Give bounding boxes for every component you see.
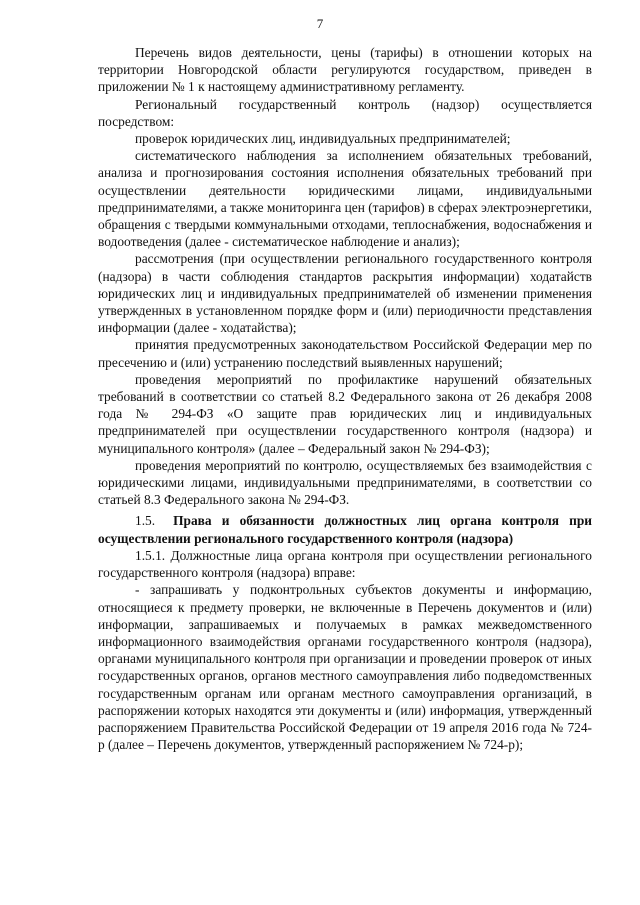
document-body xyxy=(98,44,592,753)
section-heading xyxy=(98,512,592,546)
paragraph: проведения мероприятий по профилактике нарушений обязательных требований в соответствии со статьей 8.2 Федерального закона от 26 декабря 2008 года № 294-ФЗ «О защите прав юридических лиц и индивидуальных предпринимателей при осуществлении государственного контроля (надзора) и муниципального контроля» (далее – Федеральный закон № 294-ФЗ); xyxy=(98,371,592,456)
page-number: 7 xyxy=(316,16,324,31)
paragraph: - запрашивать у подконтрольных субъектов документы и информацию, относящиеся к предмету проверки, не включенные в Перечень документов и (или) информации, запрашиваемых и получаемых в рамках межведомственного информационного взаимодействия органами государственного контроля (надзора), органами муниципального контроля при организации и проведении проверок от иных государственных органов, органов местного самоуправления либо подведомственных государственным органам или органам местного самоуправления организаций, в распоряжении которых находятся эти документы и (или) информация, утвержденный распоряжением Правительства Российской Федерации от 19 апреля 2016 года № 724-р (далее – Перечень документов, утвержденный распоряжением № 724-р); xyxy=(98,582,592,753)
paragraph: Перечень видов деятельности, цены (тарифы) в отношении которых на территории Новгородской области регулируются государством, приведен в приложении № 1 к настоящему административному регламенту. xyxy=(98,45,592,95)
paragraph: 1.5.1. Должностные лица органа контроля при осуществлении регионального государственного контроля (надзора) вправе: xyxy=(98,547,592,581)
paragraph: систематического наблюдения за исполнением обязательных требований, анализа и прогнозирования состояния исполнения обязательных требований при осуществлении деятельности юридическими лицами, индивидуальными предпринимателями, а также мониторинга цен (тарифов) в сферах электроэнергетики, обращения с твердыми коммунальными отходами, теплоснабжения, водоснабжения и водоотведения (далее - систематическое наблюдение и анализ); xyxy=(98,148,592,250)
paragraph: проведения мероприятий по контролю, осуществляемых без взаимодействия с юридическими лицами, индивидуальными предпринимателями, в соответствии со статьей 8.3 Федерального закона № 294-ФЗ. xyxy=(98,457,592,508)
section-number: 1.5. xyxy=(135,513,156,529)
paragraph: принятия предусмотренных законодательством Российской Федерации мер по пресечению и (или) устранению последствий выявленных нарушений; xyxy=(98,337,592,370)
section-title: Права и обязанности должностных лиц органа контроля при осуществлении регионального государственного контроля (надзора) xyxy=(98,513,592,546)
paragraph: рассмотрения (при осуществлении регионального государственного контроля (надзора) в части соблюдения стандартов раскрытия информации) ходатайств юридических лиц и индивидуальных предпринимателей об изменении применения утвержденных в установленном порядке форм и (или) периодичности представления информации (далее - ходатайства); xyxy=(98,251,592,336)
paragraph: Региональный государственный контроль (надзор) осуществляется посредством: xyxy=(98,96,592,129)
paragraph: проверок юридических лиц, индивидуальных предпринимателей; xyxy=(135,131,511,147)
